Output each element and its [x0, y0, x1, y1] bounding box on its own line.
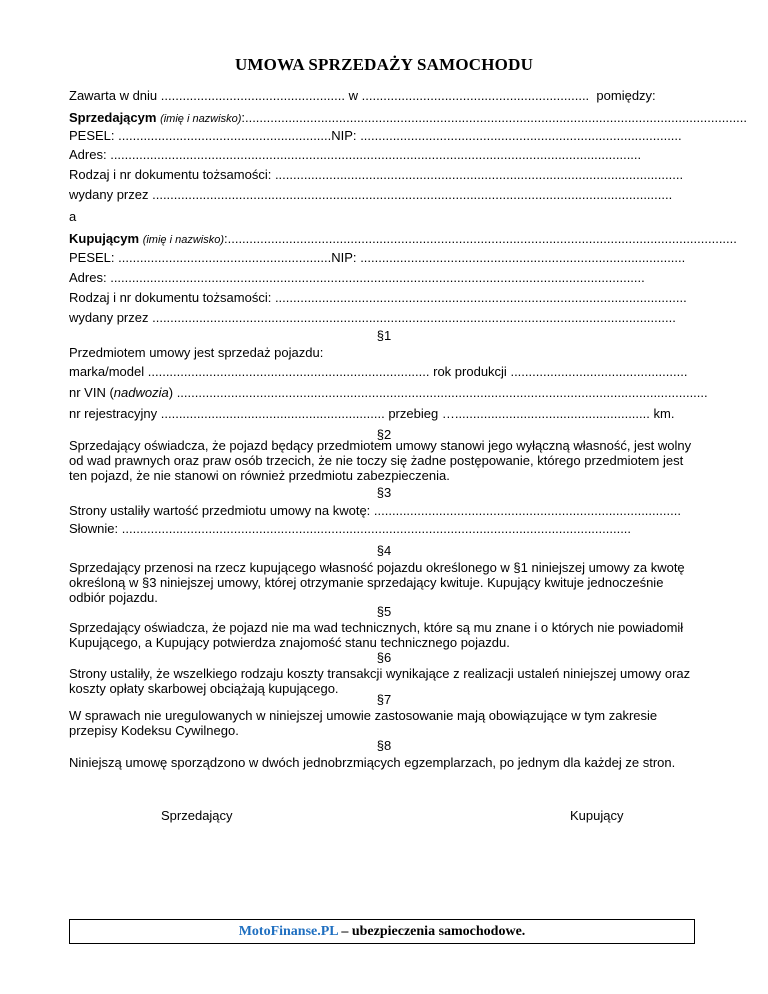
- section-4-heading: §4: [376, 543, 392, 558]
- brand-link[interactable]: MotoFinanse.PL: [238, 924, 338, 939]
- section-5-heading: §5: [376, 604, 392, 619]
- intro-label: Zawarta w dniu: [69, 88, 158, 103]
- buyer-issued-field[interactable]: .................................................................................................................................................: [152, 310, 676, 325]
- seller-doc-field[interactable]: .................................................................................................................: [274, 167, 684, 182]
- seller-signature-label: Sprzedający: [161, 808, 233, 823]
- buyer-label: Kupującym: [69, 231, 140, 246]
- seller-issued-field[interactable]: ................................................................................................................................................: [152, 187, 673, 202]
- document-title: UMOWA SPRZEDAŻY SAMOCHODU: [234, 55, 534, 74]
- buyer-name-line: [69, 231, 737, 248]
- year-label: rok produkcji: [433, 364, 507, 379]
- year-field[interactable]: .................................................: [510, 364, 688, 379]
- buyer-issued-label: wydany przez: [69, 310, 149, 325]
- buyer-address-label: Adres:: [69, 270, 107, 285]
- km-unit: km.: [653, 406, 675, 421]
- buyer-name-field[interactable]: :.............................................................................................................................................: [224, 231, 737, 246]
- vin-field[interactable]: ...................................................................................................................................................: [176, 385, 708, 400]
- buyer-address-line: [69, 270, 691, 285]
- vehicle-make-line: [69, 364, 691, 379]
- section-2-text: Sprzedający oświadcza, że pojazd będący przedmiotem umowy stanowi jego wyłączną własność, jest wolny od wad prawnych oraz praw osób trzecich, że nie toczy się żadne postępowanie, którego przedmiotem jest ten pojazd, że nie stanowi on również przedmiotu zabezpieczenia.: [69, 438, 692, 483]
- mileage-field[interactable]: …......................................................: [441, 406, 650, 421]
- seller-name-line: [69, 110, 748, 127]
- footer-text: – ubezpieczenia samochodowe.: [337, 924, 526, 939]
- between-label: pomiędzy:: [596, 88, 656, 103]
- section-8-text: Niniejszą umowę sporządzono w dwóch jednobrzmiących egzemplarzach, po jednym dla każdej ze stron.: [69, 755, 676, 770]
- seller-nip-label: NIP:: [331, 128, 357, 143]
- mileage-label: przebieg: [388, 406, 439, 421]
- seller-name-field[interactable]: :...........................................................................................................................................: [241, 110, 748, 125]
- buyer-doc-line: [69, 290, 691, 305]
- section-8-heading: §8: [376, 738, 392, 753]
- registration-field[interactable]: ..............................................................: [160, 406, 385, 421]
- vin-label: nr VIN: [69, 385, 106, 400]
- buyer-nip-field[interactable]: ..........................................................................................: [360, 250, 686, 265]
- section-2-heading: §2: [376, 427, 392, 442]
- seller-doc-line: [69, 167, 691, 182]
- buyer-pesel-label: PESEL:: [69, 250, 115, 265]
- buyer-hint: (imię i nazwisko): [142, 234, 224, 246]
- buyer-pesel-line: [69, 250, 691, 265]
- amount-field[interactable]: .....................................................................................: [373, 503, 681, 518]
- vin-line: nr VIN (nadwozia) ...................................................................................................................................................: [69, 385, 708, 400]
- seller-label: Sprzedającym: [69, 110, 157, 125]
- buyer-issued-line: [69, 310, 691, 325]
- buyer-pesel-field[interactable]: ...........................................................: [118, 250, 332, 265]
- amount-label: Strony ustaliły wartość przedmiotu umowy na kwotę:: [69, 503, 371, 518]
- place-label: w: [348, 88, 358, 103]
- words-field[interactable]: .............................................................................................................................................: [121, 521, 632, 536]
- section-1-heading: §1: [376, 328, 392, 343]
- section-1-text: Przedmiotem umowy jest sprzedaż pojazdu:: [69, 345, 324, 360]
- make-label: marka/model: [69, 364, 145, 379]
- words-line: [69, 521, 691, 536]
- section-4-text: Sprzedający przenosi na rzecz kupującego własność pojazdu określonego w §1 niniejszej umowy za kwotę określoną w §3 niniejszej umowy, której otrzymanie sprzedający kwituje. Kupujący kwituje jednocześnie odbiór pojazdu.: [69, 560, 685, 605]
- registration-label: nr rejestracyjny: [69, 406, 158, 421]
- seller-issued-label: wydany przez: [69, 187, 149, 202]
- date-field[interactable]: ...................................................: [160, 88, 345, 103]
- buyer-doc-label: Rodzaj i nr dokumentu tożsamości:: [69, 290, 272, 305]
- section-7-heading: §7: [376, 692, 392, 707]
- words-label: Słownie:: [69, 521, 119, 536]
- seller-nip-field[interactable]: .........................................................................................: [360, 128, 682, 143]
- buyer-address-field[interactable]: ....................................................................................................................................................: [110, 270, 645, 285]
- seller-doc-label: Rodzaj i nr dokumentu tożsamości:: [69, 167, 272, 182]
- footer-box: [69, 919, 695, 944]
- buyer-signature-label: Kupujący: [570, 808, 624, 823]
- seller-address-line: [69, 147, 691, 162]
- section-6-text: Strony ustaliły, że wszelkiego rodzaju koszty transakcji wynikające z realizacji ustaleń niniejszej umowy oraz koszty opłaty skarbowej obciążają kupującego.: [69, 666, 691, 696]
- seller-issued-line: [69, 187, 691, 202]
- section-5-text: Sprzedający oświadcza, że pojazd nie ma wad technicznych, które są mu znane i o których nie powiadomił Kupującego, a Kupujący potwierdza znajomość stanu technicznego pojazdu.: [69, 620, 684, 650]
- place-field[interactable]: ...............................................................: [361, 88, 590, 103]
- seller-address-label: Adres:: [69, 147, 107, 162]
- section-3-heading: §3: [376, 485, 392, 500]
- amount-line: [69, 503, 691, 518]
- buyer-doc-field[interactable]: ..................................................................................................................: [274, 290, 687, 305]
- vin-hint: nadwozia: [113, 385, 169, 400]
- seller-pesel-label: PESEL:: [69, 128, 115, 143]
- seller-pesel-line: [69, 128, 691, 143]
- seller-address-field[interactable]: ...................................................................................................................................................: [110, 147, 642, 162]
- intro-line: [69, 88, 691, 103]
- seller-hint: (imię i nazwisko): [160, 113, 242, 125]
- seller-pesel-field[interactable]: ...........................................................: [118, 128, 332, 143]
- registration-line: [69, 406, 691, 421]
- conjunction: a: [69, 209, 77, 224]
- buyer-nip-label: NIP:: [331, 250, 357, 265]
- section-7-text: W sprawach nie uregulowanych w niniejszej umowie zastosowanie mają obowiązujące w tym zakresie przepisy Kodeksu Cywilnego.: [69, 708, 658, 738]
- section-6-heading: §6: [376, 650, 392, 665]
- make-field[interactable]: ..............................................................................: [147, 364, 430, 379]
